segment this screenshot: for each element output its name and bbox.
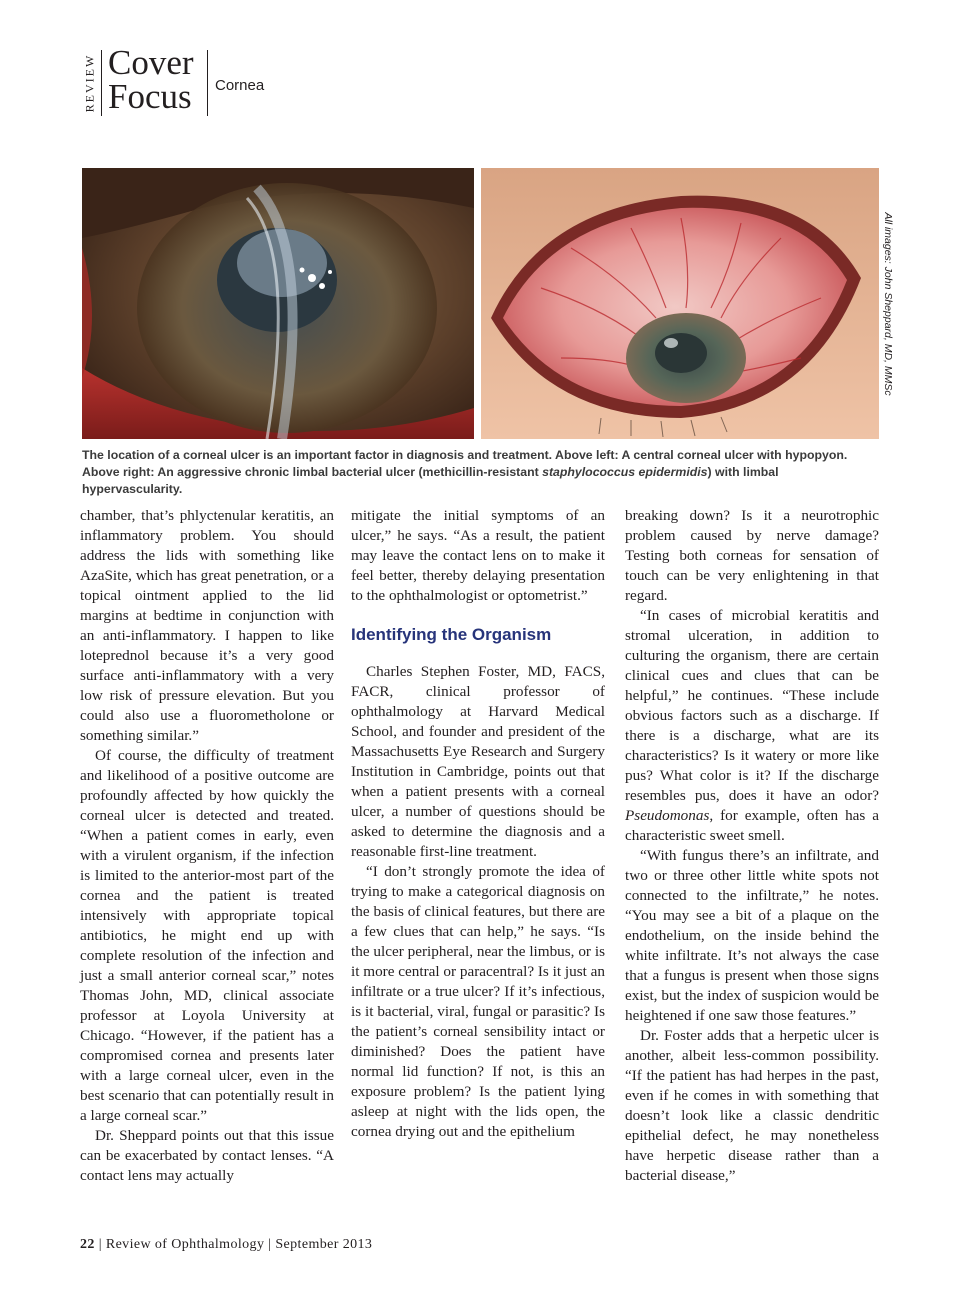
text-column-1 bbox=[80, 506, 334, 1186]
subheading: Identifying the Organism bbox=[351, 625, 552, 644]
figure-caption: The location of a corneal ulcer is an important factor in diagnosis and treatment. Above left: A central corneal ulcer with hypopyon. Above right: An aggressive chronic limbal bacterial ulcer (methicillin-resistant staphylococcus epidermidis) with limbal hypervascularity. bbox=[82, 448, 848, 496]
title-line-2: Focus bbox=[108, 77, 192, 116]
paragraph: “I don’t strongly promote the idea of trying to make a categorical diagnosis on the basis of clinical features, but there are a few clues that can help,” he says. “Is the ulcer peripheral, near the limbus, or is it more central or paracentral? Is it just an infiltrate or a true ulcer? If it’s infectious, is it bacterial, viral, fungal or parasitic? Is the patient’s corneal sensibility intact or diminished? Does the patient have normal lid function? If not, is this an exposure problem? Is the patient lying asleep at night with the lids open, the cornea drying out and the epithelium bbox=[351, 863, 605, 1140]
photo-limbal-ulcer bbox=[481, 168, 879, 439]
photo-central-ulcer bbox=[82, 168, 474, 439]
paragraph: breaking down? Is it a neurotrophic problem caused by nerve damage? Testing both corneas for sensation of touch can be very enlightening in that regard. bbox=[625, 507, 879, 604]
paragraph: “In cases of microbial keratitis and stromal ulceration, in addition to culturing the organism, there are certain clinical cues and clues that can be helpful,” he continues. “These include obvious factors such as a discharge. If there is a discharge, what are its characteristics? Is it watery or more like pus? What color is it? If the discharge resembles pus, does it have an odor? Pseudomonas, for example, often has a characteristic sweet smell. bbox=[625, 607, 879, 844]
header-divider bbox=[101, 50, 102, 116]
section-title bbox=[108, 43, 194, 116]
paragraph: “With fungus there’s an infiltrate, and two or three other little white spots not connected to the infiltrate,” he notes. “You may see a bit of a plaque on the endothelium, on the inside behind the white infiltrate. It’s not always the case that a fungus is present when those signs exist, but the index of suspicion would be heightened if one saw those features.” bbox=[625, 847, 879, 1024]
magazine-name: Review of Ophthalmology bbox=[105, 1237, 265, 1252]
paragraph: Of course, the difficulty of treatment and likelihood of a positive outcome are profoundly affected by how quickly the corneal ulcer is detected and treated. “When a patient comes in early, even with a virulent organism, if the infection is limited to the anterior-most part of the cornea and the patient is treated intensively with appropriate topical antibiotics, he might end up with complete resolution of the infection and just a small anterior corneal scar,” notes Thomas John, MD, clinical associate professor at Loyola University at Chicago. “However, if the patient has a compromised cornea and presents later with a large corneal ulcer, even in the best scenario that can potentially result in a large corneal scar.” bbox=[80, 747, 334, 1124]
section-subtitle: Cornea bbox=[215, 77, 265, 94]
paragraph: chamber, that’s phlyctenular keratitis, an inflammatory problem. You should address the lids with something like AzaSite, which has great penetration, or a topical ointment applied to the lid margins at bedtime in conjunction with an anti-inflammatory. I happen to like loteprednol because it’s a very good surface anti-inflammatory with a very low risk of pressure elevation. But you could also use a fluorometholone or something similar.” bbox=[80, 507, 334, 744]
issue-date: September 2013 bbox=[275, 1237, 373, 1252]
page-number: 22 bbox=[80, 1237, 95, 1252]
review-label: REVIEW bbox=[82, 53, 97, 113]
header-divider bbox=[207, 50, 208, 116]
page-footer: 22 | Review of Ophthalmology | September 2013 bbox=[80, 1237, 373, 1252]
title-line-1: Cover bbox=[108, 43, 194, 82]
paragraph: Dr. Foster adds that a herpetic ulcer is another, albeit less-common possibility. “If the patient has had herpes in the past, even if he comes in with something that doesn’t look like a classic dendritic epithelial defect, he may nonetheless have herpetic disease rather than a bacterial disease,” bbox=[625, 1027, 879, 1184]
photo-credit: All images: John Sheppard, MD, MMSc bbox=[882, 211, 894, 396]
text-column-3 bbox=[625, 506, 879, 1186]
text-column-2 bbox=[351, 506, 605, 1142]
paragraph: mitigate the initial symptoms of an ulcer,” he says. “As a result, the patient may leave the contact lens on to make it feel better, thereby delaying presentation to the ophthalmologist or optometrist.” bbox=[351, 507, 605, 604]
paragraph: Charles Stephen Foster, MD, FACS, FACR, clinical professor of ophthalmology at Harvard Medical School, and founder and president of the Massachusetts Eye Research and Surgery Institution in Cambridge, points out that when a patient presents with a corneal ulcer, a number of questions should be asked to determine the diagnosis and a reasonable first-line treatment. bbox=[351, 663, 605, 860]
paragraph: Dr. Sheppard points out that this issue can be exacerbated by contact lenses. “A contact lens may actually bbox=[80, 1127, 334, 1184]
